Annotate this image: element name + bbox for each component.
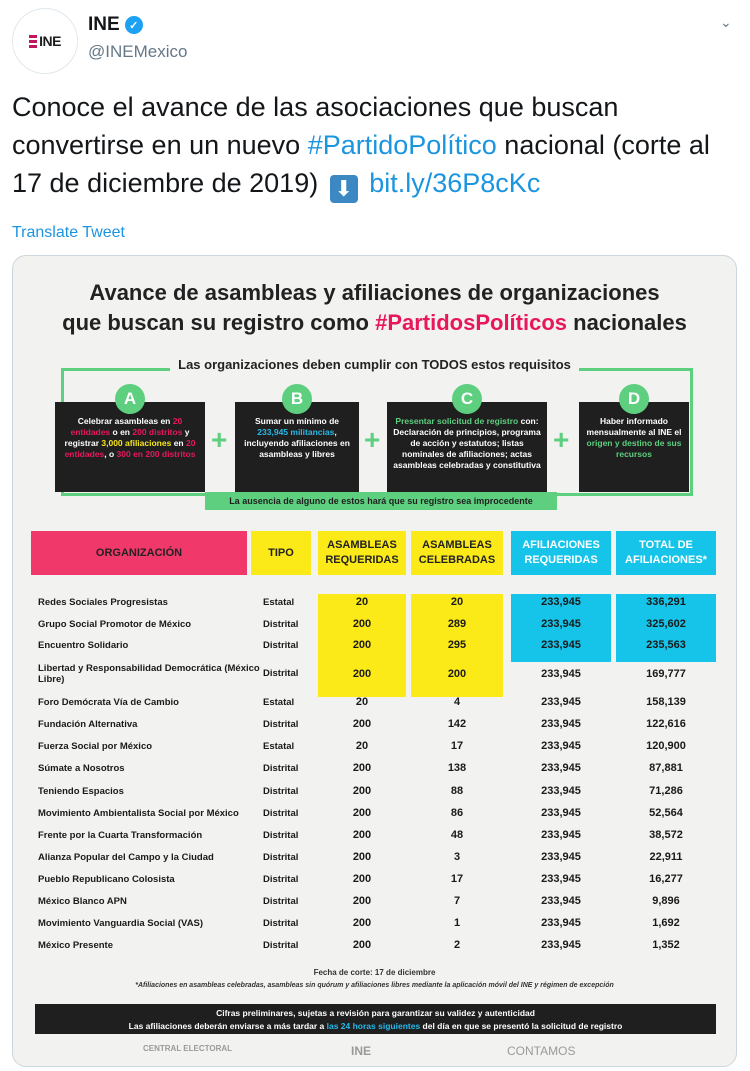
header-organizacion: ORGANIZACIÓN bbox=[31, 531, 247, 575]
table-row bbox=[13, 591, 736, 613]
cell-asambleas-requeridas: 200 bbox=[352, 939, 372, 951]
tweet-text: Conoce el avance de las asociaciones que buscan convertirse en un nuevo #PartidoPolítico nacional (corte al 17 de diciembre de 2019) ⬇ bit.ly/36P8cKc bbox=[12, 92, 710, 201]
cell-total-afiliaciones: 169,777 bbox=[646, 667, 686, 680]
cell-total-afiliaciones: 9,896 bbox=[652, 895, 680, 907]
cell-organizacion: Teniendo Espacios bbox=[38, 785, 124, 797]
table-row bbox=[13, 634, 736, 656]
cell-organizacion: México Blanco APN bbox=[38, 895, 127, 907]
cell-asambleas-celebradas: 200 bbox=[447, 667, 467, 680]
cell-tipo: Distrital bbox=[263, 895, 299, 907]
display-name[interactable]: INE bbox=[88, 14, 120, 35]
cell-total-afiliaciones: 87,881 bbox=[649, 762, 683, 774]
cell-asambleas-celebradas: 2 bbox=[453, 939, 461, 951]
cell-tipo: Distrital bbox=[263, 829, 299, 841]
requirement-letter: D bbox=[619, 384, 649, 414]
cell-asambleas-requeridas: 20 bbox=[355, 696, 369, 708]
table-row bbox=[13, 613, 736, 635]
header-asambleas-celebradas: ASAMBLEAS CELEBRADAS bbox=[411, 531, 503, 575]
cell-afiliaciones-requeridas: 233,945 bbox=[541, 596, 581, 608]
chevron-down-icon[interactable]: ⌄ bbox=[720, 14, 732, 30]
table-row bbox=[13, 713, 736, 735]
cell-asambleas-requeridas: 20 bbox=[355, 596, 369, 608]
cell-asambleas-celebradas: 17 bbox=[450, 740, 464, 752]
cell-total-afiliaciones: 158,139 bbox=[646, 696, 686, 708]
cell-total-afiliaciones: 122,616 bbox=[646, 718, 686, 730]
requirement-b: Sumar un mínimo de 233,945 militancias, incluyendo afiliaciones en asambleas y libres bbox=[235, 402, 359, 492]
cell-asambleas-requeridas: 200 bbox=[352, 762, 372, 774]
cell-tipo: Distrital bbox=[263, 718, 299, 730]
cell-total-afiliaciones: 71,286 bbox=[649, 785, 683, 797]
cell-organizacion: Fundación Alternativa bbox=[38, 718, 138, 730]
requirement-letter: B bbox=[282, 384, 312, 414]
cell-afiliaciones-requeridas: 233,945 bbox=[541, 618, 581, 630]
cell-total-afiliaciones: 16,277 bbox=[649, 873, 683, 885]
table-row bbox=[13, 912, 736, 934]
cell-tipo: Distrital bbox=[263, 939, 299, 951]
table-row bbox=[13, 691, 736, 713]
requirement-a: Celebrar asambleas en 20 entidades o en 200 distritos y registrar 3,000 afiliaciones en 20 entidades, o 300 en 200 distritos bbox=[55, 402, 205, 492]
cell-afiliaciones-requeridas: 233,945 bbox=[541, 939, 581, 951]
cell-organizacion: Fuerza Social por México bbox=[38, 740, 153, 752]
disclaimer-bar: Cifras preliminares, sujetas a revisión para garantizar su validez y autenticidad Las afiliaciones deberán enviarse a más tardar a las 24 horas siguientes del día en que se presentó la solicitud de registro bbox=[35, 1004, 716, 1034]
cell-asambleas-requeridas: 200 bbox=[352, 851, 372, 863]
cell-afiliaciones-requeridas: 233,945 bbox=[541, 873, 581, 885]
cell-total-afiliaciones: 336,291 bbox=[646, 596, 686, 608]
cell-total-afiliaciones: 52,564 bbox=[649, 807, 683, 819]
requirement-d: Haber informado mensualmente al INE el origen y destino de sus recursos bbox=[579, 402, 689, 492]
cell-total-afiliaciones: 38,572 bbox=[649, 829, 683, 841]
cell-asambleas-requeridas: 200 bbox=[352, 917, 372, 929]
cell-total-afiliaciones: 22,911 bbox=[649, 851, 683, 863]
cell-organizacion: Grupo Social Promotor de México bbox=[38, 618, 192, 630]
requirements-footer: La ausencia de alguno de estos hará que su registro sea improcedente bbox=[205, 492, 557, 510]
cell-asambleas-celebradas: 3 bbox=[453, 851, 461, 863]
header-asambleas-requeridas: ASAMBLEAS REQUERIDAS bbox=[318, 531, 406, 575]
infographic-title: Avance de asambleas y afiliaciones de organizaciones que buscan su registro como #PartidosPolíticos nacionales bbox=[62, 280, 687, 335]
table-row bbox=[13, 890, 736, 912]
cell-afiliaciones-requeridas: 233,945 bbox=[541, 917, 581, 929]
cell-asambleas-requeridas: 200 bbox=[352, 873, 372, 885]
cell-asambleas-requeridas: 200 bbox=[352, 785, 372, 797]
translate-tweet-link[interactable]: Translate Tweet bbox=[12, 224, 125, 241]
cell-asambleas-celebradas: 48 bbox=[450, 829, 464, 841]
plus-icon: + bbox=[553, 424, 570, 455]
cell-asambleas-celebradas: 86 bbox=[450, 807, 464, 819]
cell-afiliaciones-requeridas: 233,945 bbox=[541, 785, 581, 797]
cell-afiliaciones-requeridas: 233,945 bbox=[541, 639, 581, 651]
user-handle[interactable]: @INEMexico bbox=[88, 42, 188, 61]
cell-asambleas-celebradas: 17 bbox=[450, 873, 464, 885]
cell-tipo: Estatal bbox=[263, 740, 295, 752]
requirement-c: Presentar solicitud de registro con: Declaración de principios, programa de acción y estatutos; listas nominales de afiliaciones; actas asambleas celebradas y constitutiva bbox=[387, 402, 547, 492]
cell-organizacion: México Presente bbox=[38, 939, 113, 951]
cell-organizacion: Foro Demócrata Vía de Cambio bbox=[38, 696, 179, 708]
table-row bbox=[13, 656, 736, 691]
table-row bbox=[13, 802, 736, 824]
table-row bbox=[13, 735, 736, 757]
ine-logo: INE bbox=[351, 1044, 372, 1058]
header-total-afiliaciones: TOTAL DE AFILIACIONES* bbox=[616, 531, 716, 575]
table-row bbox=[13, 757, 736, 779]
cell-total-afiliaciones: 1,692 bbox=[652, 917, 680, 929]
cell-afiliaciones-requeridas: 233,945 bbox=[541, 762, 581, 774]
avatar[interactable] bbox=[12, 8, 78, 74]
cell-tipo: Distrital bbox=[263, 785, 299, 797]
cell-asambleas-requeridas: 200 bbox=[352, 829, 372, 841]
cell-tipo: Distrital bbox=[263, 873, 299, 885]
plus-icon: + bbox=[364, 424, 381, 455]
ine-logo: INE bbox=[29, 33, 61, 49]
fecha-corte: Fecha de corte: 17 de diciembre bbox=[313, 968, 436, 977]
cell-organizacion: Libertad y Responsabilidad Democrática (México Libre) bbox=[38, 662, 260, 685]
table-row bbox=[13, 780, 736, 802]
cell-tipo: Distrital bbox=[263, 668, 299, 679]
cell-afiliaciones-requeridas: 233,945 bbox=[541, 829, 581, 841]
cell-afiliaciones-requeridas: 233,945 bbox=[541, 667, 581, 680]
down-arrow-icon: ⬇ bbox=[330, 175, 358, 203]
cell-asambleas-celebradas: 20 bbox=[450, 596, 464, 608]
cell-asambleas-celebradas: 7 bbox=[453, 895, 461, 907]
requirements-heading: Las organizaciones deben cumplir con TODOS estos requisitos bbox=[13, 357, 736, 372]
central-electoral-logo: CENTRAL ELECTORAL bbox=[143, 1044, 233, 1053]
cell-organizacion: Redes Sociales Progresistas bbox=[38, 596, 168, 608]
cell-asambleas-celebradas: 4 bbox=[453, 696, 461, 708]
footnote: *Afiliaciones en asambleas celebradas, asambleas sin quórum y afiliaciones libres mediante la aplicación móvil del INE y régimen de excepción bbox=[135, 982, 614, 989]
cell-organizacion: Pueblo Republicano Colosista bbox=[38, 873, 175, 885]
cell-asambleas-celebradas: 138 bbox=[447, 762, 467, 774]
contamos-logo: CONTAMOS bbox=[507, 1044, 576, 1058]
name-row bbox=[88, 14, 143, 36]
table-row bbox=[13, 868, 736, 890]
cell-tipo: Distrital bbox=[263, 851, 299, 863]
cell-afiliaciones-requeridas: 233,945 bbox=[541, 740, 581, 752]
cell-asambleas-celebradas: 88 bbox=[450, 785, 464, 797]
cell-total-afiliaciones: 1,352 bbox=[652, 939, 680, 951]
table-row bbox=[13, 824, 736, 846]
cell-asambleas-requeridas: 200 bbox=[352, 807, 372, 819]
cell-tipo: Distrital bbox=[263, 639, 299, 651]
cell-asambleas-celebradas: 289 bbox=[447, 618, 467, 630]
cell-asambleas-requeridas: 200 bbox=[352, 895, 372, 907]
header-afiliaciones-requeridas: AFILIACIONES REQUERIDAS bbox=[511, 531, 611, 575]
tweet-header bbox=[12, 8, 738, 78]
table-row bbox=[13, 934, 736, 956]
cell-organizacion: Alianza Popular del Campo y la Ciudad bbox=[38, 851, 214, 863]
cell-afiliaciones-requeridas: 233,945 bbox=[541, 851, 581, 863]
cell-tipo: Distrital bbox=[263, 618, 299, 630]
cell-asambleas-requeridas: 200 bbox=[352, 667, 372, 680]
cell-tipo: Distrital bbox=[263, 807, 299, 819]
cell-tipo: Distrital bbox=[263, 917, 299, 929]
header-tipo: TIPO bbox=[251, 531, 311, 575]
cell-asambleas-requeridas: 200 bbox=[352, 639, 372, 651]
cell-total-afiliaciones: 120,900 bbox=[646, 740, 686, 752]
logos-row bbox=[13, 1040, 736, 1064]
cell-asambleas-celebradas: 142 bbox=[447, 718, 467, 730]
cell-organizacion: Frente por la Cuarta Transformación bbox=[38, 829, 203, 841]
cell-organizacion: Encuentro Solidario bbox=[38, 639, 129, 651]
requirement-letter: C bbox=[452, 384, 482, 414]
cell-afiliaciones-requeridas: 233,945 bbox=[541, 718, 581, 730]
cell-afiliaciones-requeridas: 233,945 bbox=[541, 807, 581, 819]
cell-asambleas-celebradas: 295 bbox=[447, 639, 467, 651]
cell-organizacion: Movimiento Ambientalista Social por México bbox=[38, 807, 239, 819]
cell-asambleas-celebradas: 1 bbox=[453, 917, 461, 929]
cell-asambleas-requeridas: 200 bbox=[352, 718, 372, 730]
plus-icon: + bbox=[211, 424, 228, 455]
cell-afiliaciones-requeridas: 233,945 bbox=[541, 696, 581, 708]
cell-asambleas-requeridas: 200 bbox=[352, 618, 372, 630]
url-link[interactable]: bit.ly/36P8cKc bbox=[369, 168, 541, 198]
cell-total-afiliaciones: 325,602 bbox=[646, 618, 686, 630]
cell-tipo: Estatal bbox=[263, 696, 295, 708]
cell-tipo: Distrital bbox=[263, 762, 299, 774]
cell-afiliaciones-requeridas: 233,945 bbox=[541, 895, 581, 907]
table-row bbox=[13, 846, 736, 868]
cell-tipo: Estatal bbox=[263, 596, 295, 608]
infographic-image[interactable] bbox=[12, 255, 737, 1067]
cell-total-afiliaciones: 235,563 bbox=[646, 639, 686, 651]
cell-asambleas-requeridas: 20 bbox=[355, 740, 369, 752]
cell-organizacion: Súmate a Nosotros bbox=[38, 762, 125, 774]
hashtag-link[interactable]: #PartidoPolítico bbox=[307, 130, 497, 160]
verified-icon: ✓ bbox=[125, 16, 143, 34]
cell-organizacion: Movimiento Vanguardia Social (VAS) bbox=[38, 917, 204, 929]
requirement-letter: A bbox=[115, 384, 145, 414]
